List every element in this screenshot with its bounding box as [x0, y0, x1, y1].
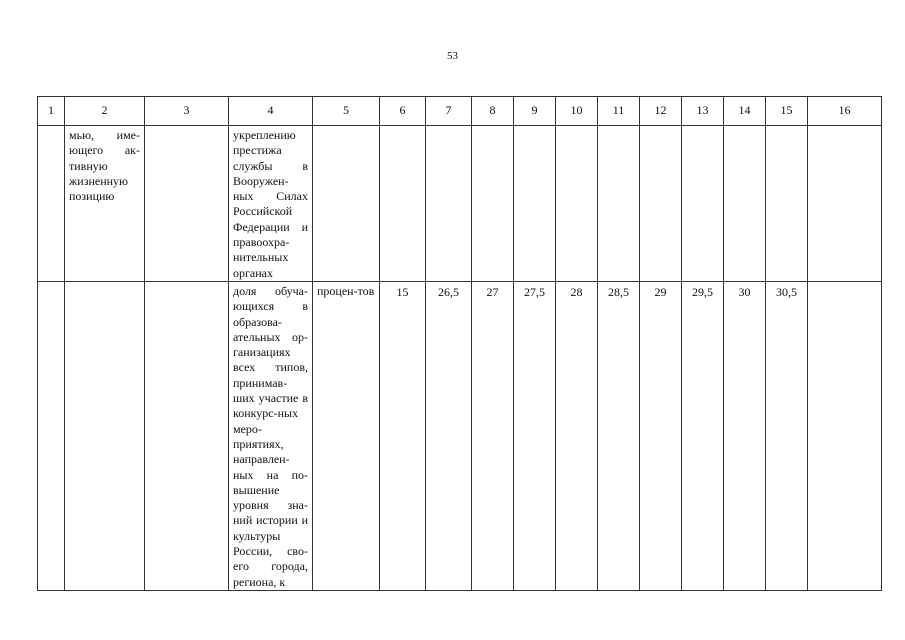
value-cell: 29 [654, 284, 667, 299]
column-header: 11 [598, 97, 640, 126]
table-cell [598, 126, 640, 282]
table-cell [514, 126, 556, 282]
column-header: 14 [724, 97, 766, 126]
table-cell [229, 281, 313, 590]
column-header: 15 [766, 97, 808, 126]
table-cell [65, 126, 145, 282]
value-cell: 27,5 [524, 284, 545, 299]
table-cell [145, 126, 229, 282]
value-cell: 28 [570, 284, 583, 299]
column-header: 12 [640, 97, 682, 126]
table-cell [472, 281, 514, 590]
column-header: 7 [426, 97, 472, 126]
column-header: 16 [808, 97, 882, 126]
table-cell [682, 281, 724, 590]
table-cell [426, 126, 472, 282]
table-header-row [38, 97, 882, 126]
column-header: 5 [313, 97, 380, 126]
column-header: 4 [229, 97, 313, 126]
table-cell [724, 281, 766, 590]
table-row [38, 281, 882, 590]
table-cell [556, 126, 598, 282]
table-cell [640, 281, 682, 590]
goal-text: мью, име-ющего ак-тивную жизненную позицию [69, 128, 140, 204]
table-cell [682, 126, 724, 282]
column-header: 10 [556, 97, 598, 126]
value-cell: 30 [738, 284, 751, 299]
column-header: 3 [145, 97, 229, 126]
table-cell [38, 281, 65, 590]
column-header: 2 [65, 97, 145, 126]
value-cell: 26,5 [438, 284, 459, 299]
table-cell [380, 281, 426, 590]
table-cell [766, 281, 808, 590]
indicator-text: доля обуча-ющихся в образова-ательных ор-ганизациях всех типов, принимав-ших участие в конкурс-ных меро-приятиях, направлен-ных на по-вышение уровня зна-ний истории и культуры России, сво-его города, региона, к [233, 283, 308, 589]
table-cell [514, 281, 556, 590]
column-header: 6 [380, 97, 426, 126]
table-cell [145, 281, 229, 590]
column-header: 13 [682, 97, 724, 126]
indicator-table [37, 96, 882, 591]
value-cell: 28,5 [608, 284, 629, 299]
table-cell [38, 126, 65, 282]
table-cell [598, 281, 640, 590]
column-header: 8 [472, 97, 514, 126]
table-cell [808, 126, 882, 282]
table-cell [313, 126, 380, 282]
column-header: 9 [514, 97, 556, 126]
table-cell [313, 281, 380, 590]
column-header: 1 [38, 97, 65, 126]
table-cell [766, 126, 808, 282]
value-cell: 15 [396, 284, 409, 299]
table-cell [380, 126, 426, 282]
table-cell [472, 126, 514, 282]
value-cell: 29,5 [692, 284, 713, 299]
unit-text: процен-тов [317, 283, 375, 298]
table-cell [65, 281, 145, 590]
indicator-text: укреплению престижа службы в Вооружен-ных Силах Российской Федерации и правоохра-нительных органах [233, 128, 308, 280]
table-cell [640, 126, 682, 282]
table-cell [724, 126, 766, 282]
table-cell [229, 126, 313, 282]
table-row [38, 126, 882, 282]
page-number: 53 [447, 50, 458, 62]
table-cell [808, 281, 882, 590]
value-cell: 27 [486, 284, 499, 299]
table-cell [426, 281, 472, 590]
value-cell: 30,5 [776, 284, 797, 299]
table-cell [556, 281, 598, 590]
